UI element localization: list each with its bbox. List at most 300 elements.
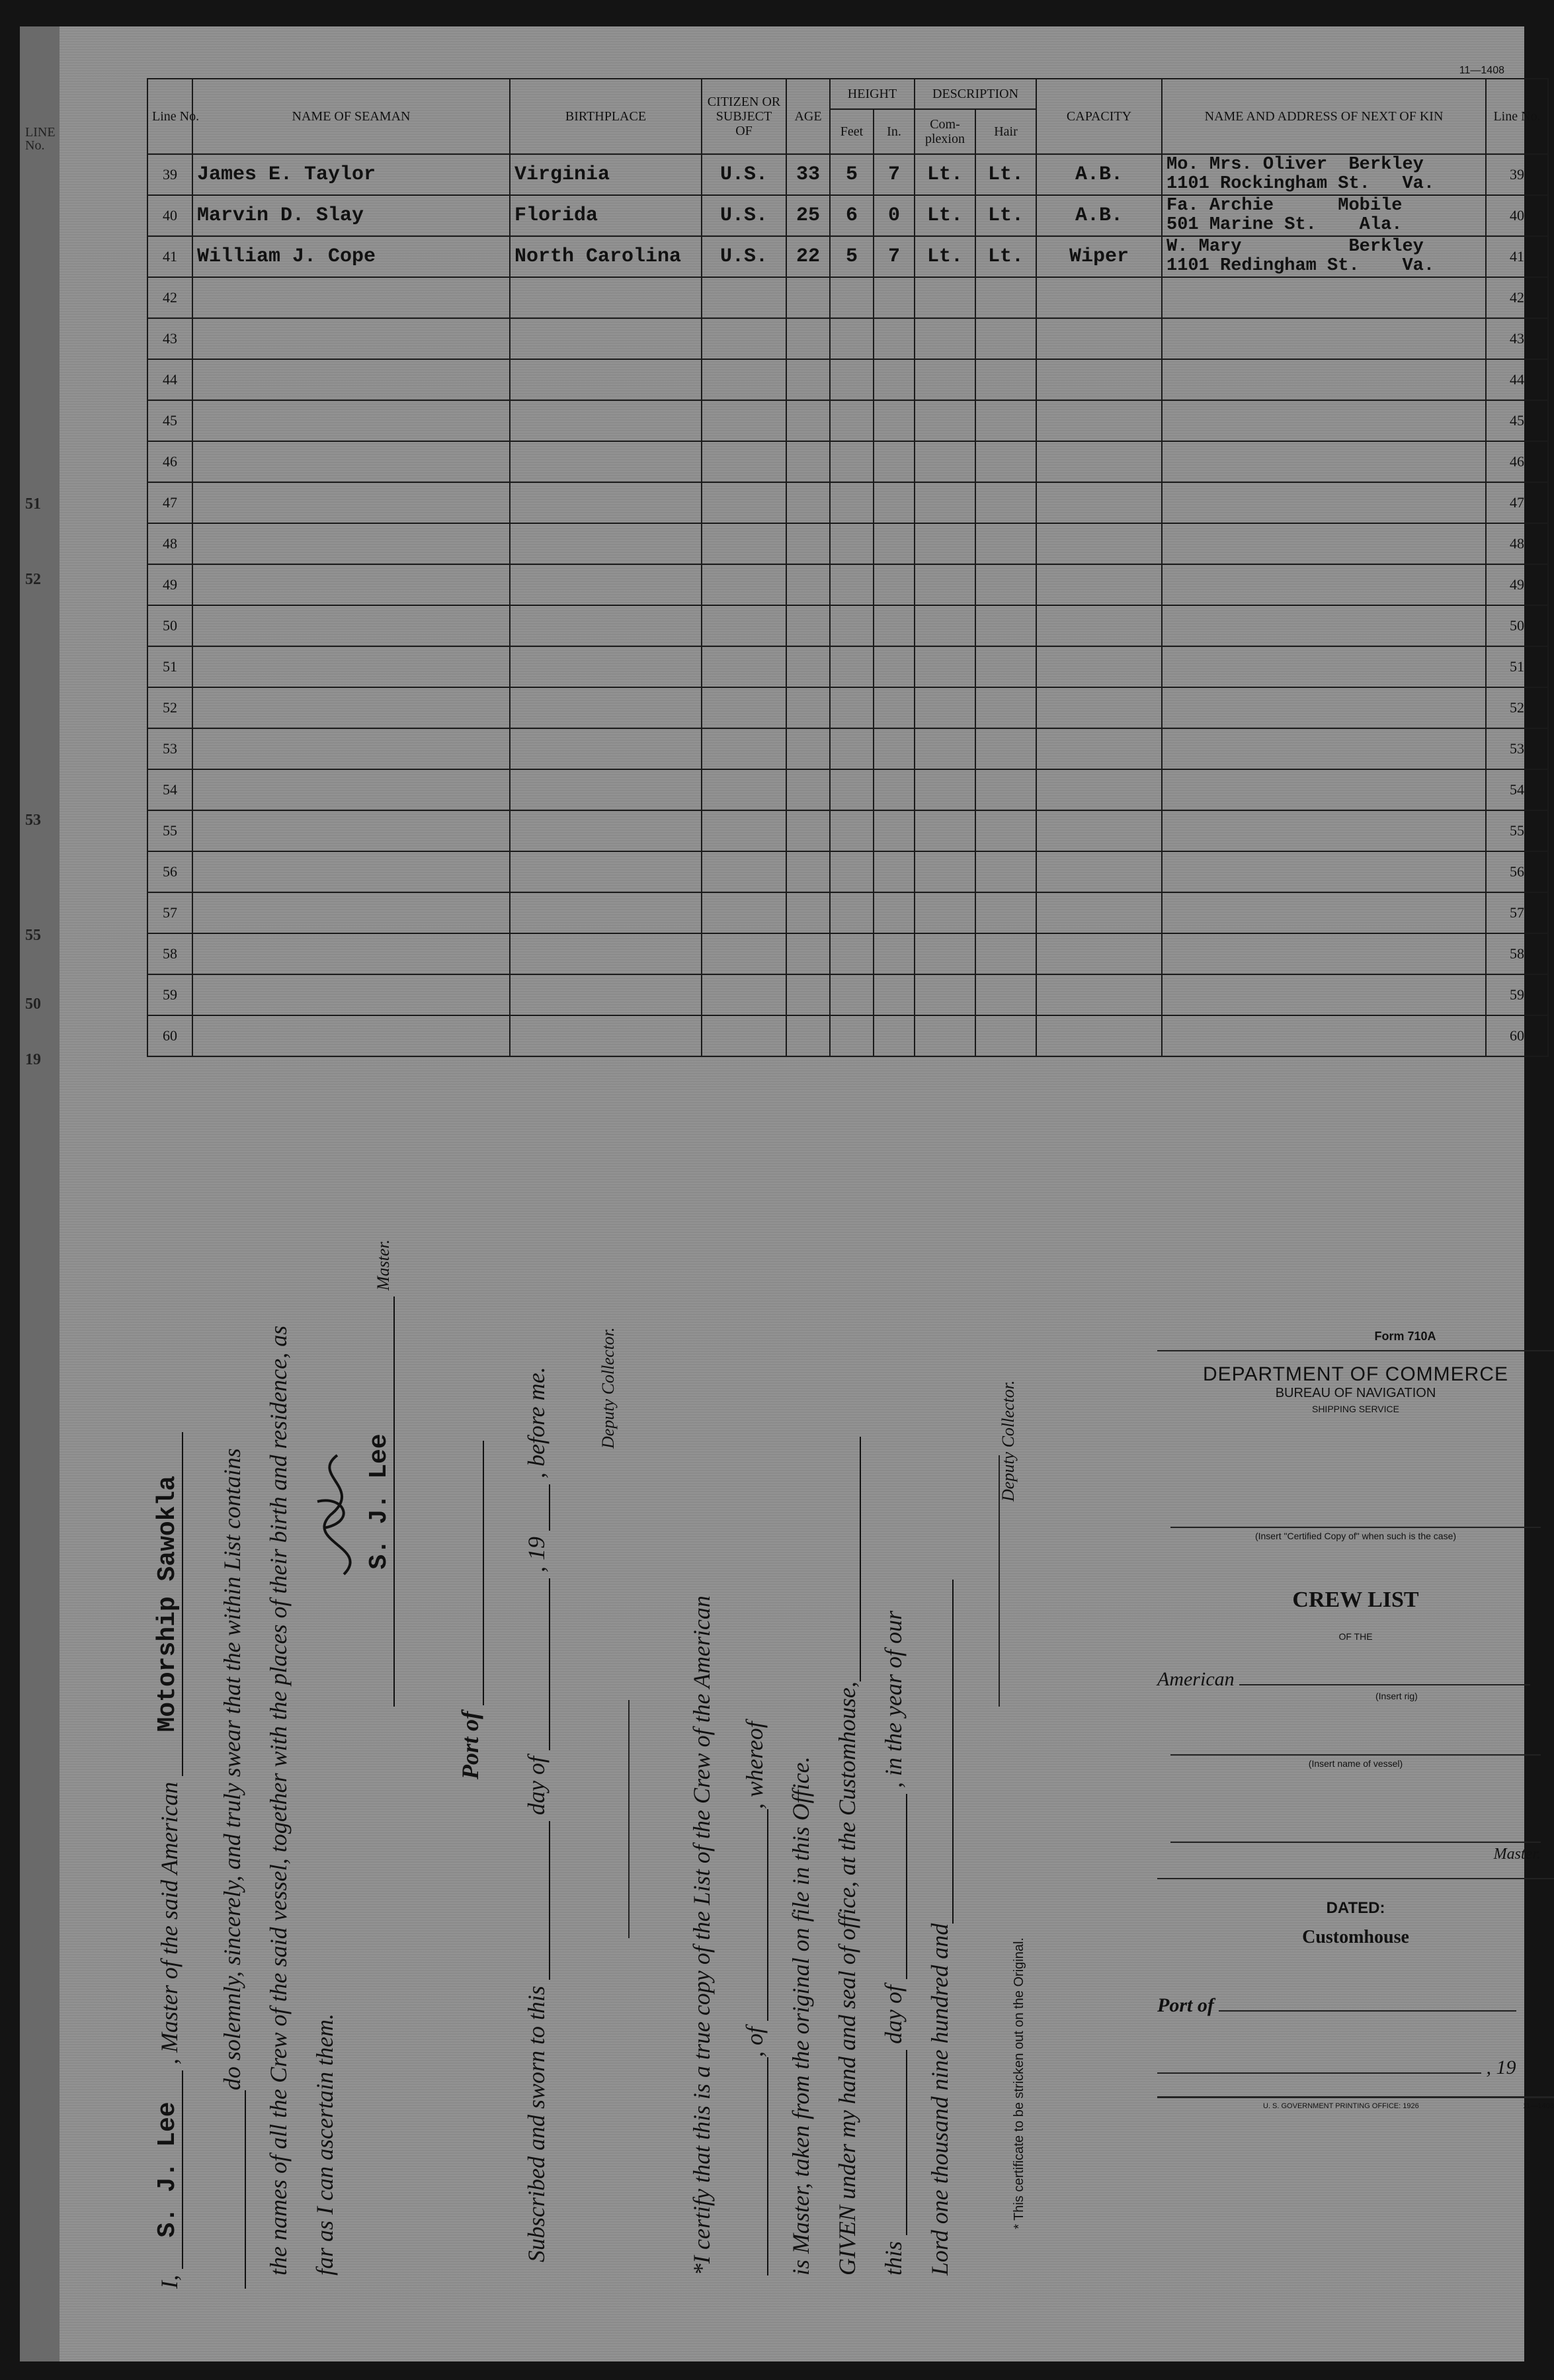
seaman-name	[192, 728, 510, 769]
next-of-kin	[1162, 523, 1486, 564]
cover-title: CREW LIST	[1292, 1588, 1419, 1612]
citizenship	[702, 933, 786, 974]
margin-mark: 19	[25, 1051, 41, 1068]
height-inches	[874, 646, 915, 687]
oath-line-4: far as I can ascertain them.	[311, 2014, 338, 2275]
seaman-name	[192, 441, 510, 482]
seaman-name: Marvin D. Slay	[192, 195, 510, 236]
cover-vessel-line	[1170, 1754, 1541, 1756]
capacity	[1036, 318, 1162, 359]
capacity	[1036, 359, 1162, 400]
height-inches	[874, 1015, 915, 1056]
complexion	[915, 728, 975, 769]
age	[786, 851, 830, 892]
next-of-kin	[1162, 851, 1486, 892]
table-row	[147, 441, 1548, 482]
birthplace	[510, 605, 702, 646]
hair: Lt.	[975, 154, 1036, 195]
citizenship	[702, 810, 786, 851]
age	[786, 564, 830, 605]
line-number: 42	[147, 277, 192, 318]
table-row	[147, 400, 1548, 441]
certificate-deputy: Deputy Collector.	[999, 1380, 1018, 1502]
line-number-right: 45	[1486, 400, 1548, 441]
birthplace	[510, 564, 702, 605]
margin-mark: 52	[25, 571, 41, 588]
hair	[975, 851, 1036, 892]
height-inches	[874, 400, 915, 441]
birthplace	[510, 523, 702, 564]
line-number-right: 60	[1486, 1015, 1548, 1056]
line-number: 52	[147, 687, 192, 728]
seaman-name	[192, 605, 510, 646]
birthplace	[510, 482, 702, 523]
citizenship	[702, 769, 786, 810]
cover-bureau: BUREAU OF NAVIGATION	[1275, 1386, 1436, 1400]
seaman-name	[192, 769, 510, 810]
line-number: 51	[147, 646, 192, 687]
age	[786, 892, 830, 933]
line-number-right: 40	[1486, 195, 1548, 236]
age: 25	[786, 195, 830, 236]
age	[786, 974, 830, 1015]
seaman-name	[192, 687, 510, 728]
birthplace	[510, 687, 702, 728]
table-row	[147, 318, 1548, 359]
line-number: 47	[147, 482, 192, 523]
cover-printing-office: U. S. GOVERNMENT PRINTING OFFICE: 1926	[1263, 2102, 1419, 2110]
hair: Lt.	[975, 236, 1036, 277]
col-description: DESCRIPTION	[915, 79, 1036, 109]
col-next-of-kin: NAME AND ADDRESS OF NEXT OF KIN	[1162, 79, 1486, 154]
complexion	[915, 687, 975, 728]
col-inches: In.	[874, 109, 915, 154]
height-feet: 5	[830, 154, 874, 195]
capacity	[1036, 277, 1162, 318]
capacity	[1036, 851, 1162, 892]
next-of-kin	[1162, 564, 1486, 605]
birthplace	[510, 769, 702, 810]
oath-line-2: do solemnly, sincerely, and truly swear that the within List contains	[218, 1448, 246, 2289]
next-of-kin	[1162, 359, 1486, 400]
height-feet	[830, 646, 874, 687]
age	[786, 810, 830, 851]
complexion	[915, 933, 975, 974]
hair	[975, 482, 1036, 523]
next-of-kin	[1162, 195, 1486, 236]
height-inches	[874, 482, 915, 523]
age: 33	[786, 154, 830, 195]
next-of-kin	[1162, 318, 1486, 359]
cover-master-line	[1170, 1842, 1541, 1843]
next-of-kin	[1162, 810, 1486, 851]
cover-dated: DATED:	[1326, 1899, 1385, 1917]
seaman-name	[192, 359, 510, 400]
certificate-line-6: Lord one thousand nine hundred and	[926, 1580, 954, 2275]
line-number-right: 43	[1486, 318, 1548, 359]
hair	[975, 400, 1036, 441]
birthplace: North Carolina	[510, 236, 702, 277]
citizenship	[702, 318, 786, 359]
cover-american: American	[1157, 1668, 1235, 1690]
height-feet	[830, 482, 874, 523]
table-row	[147, 277, 1548, 318]
height-feet	[830, 441, 874, 482]
table-row	[147, 728, 1548, 769]
seaman-name	[192, 933, 510, 974]
complexion	[915, 892, 975, 933]
height-feet	[830, 728, 874, 769]
master-name: S. J. Lee	[153, 2102, 182, 2238]
hair	[975, 277, 1036, 318]
citizenship	[702, 400, 786, 441]
complexion	[915, 646, 975, 687]
complexion	[915, 564, 975, 605]
table-row	[147, 564, 1548, 605]
age	[786, 523, 830, 564]
line-number-right: 51	[1486, 646, 1548, 687]
line-number: 43	[147, 318, 192, 359]
sworn-signature-line	[628, 1700, 630, 1938]
seaman-name	[192, 564, 510, 605]
kin-line-2: 1101 Rockingham St. Va.	[1166, 174, 1435, 194]
crew-table	[147, 78, 1549, 1057]
line-number-right: 42	[1486, 277, 1548, 318]
citizenship	[702, 851, 786, 892]
seaman-name	[192, 810, 510, 851]
height-feet	[830, 523, 874, 564]
citizenship: U.S.	[702, 195, 786, 236]
kin-line-2: 1101 Redingham St. Va.	[1166, 256, 1435, 276]
age	[786, 605, 830, 646]
next-of-kin	[1162, 892, 1486, 933]
document-sheet	[20, 26, 1554, 2361]
height-feet: 6	[830, 195, 874, 236]
certificate-line-2: , of , whereof	[741, 1721, 768, 2275]
capacity	[1036, 605, 1162, 646]
seaman-name	[192, 277, 510, 318]
age	[786, 933, 830, 974]
seaman-name	[192, 892, 510, 933]
table-row	[147, 195, 1548, 236]
height-inches	[874, 523, 915, 564]
margin-mark: 55	[25, 927, 41, 944]
height-feet	[830, 318, 874, 359]
line-number-right: 54	[1486, 769, 1548, 810]
table-row	[147, 359, 1548, 400]
height-inches	[874, 851, 915, 892]
complexion	[915, 359, 975, 400]
next-of-kin	[1162, 1015, 1486, 1056]
next-of-kin	[1162, 154, 1486, 195]
col-feet: Feet	[830, 109, 874, 154]
cover-date-line	[1157, 2057, 1554, 2079]
cover-insert-rig: (Insert rig)	[1375, 1691, 1418, 1701]
citizenship	[702, 564, 786, 605]
kin-line-1: Mo. Mrs. Oliver Berkley	[1166, 155, 1424, 175]
citizenship	[702, 605, 786, 646]
line-number: 53	[147, 728, 192, 769]
margin-mark: 50	[25, 996, 41, 1013]
citizenship	[702, 277, 786, 318]
cover-port-line	[1157, 1994, 1554, 2017]
citizenship	[702, 482, 786, 523]
complexion	[915, 441, 975, 482]
line-number: 60	[147, 1015, 192, 1056]
cover-form-number: Form 710A	[1374, 1330, 1436, 1343]
table-row	[147, 523, 1548, 564]
citizenship: U.S.	[702, 154, 786, 195]
height-inches	[874, 933, 915, 974]
cover-american-line	[1157, 1668, 1554, 1691]
line-number-right: 52	[1486, 687, 1548, 728]
height-feet	[830, 564, 874, 605]
capacity	[1036, 646, 1162, 687]
cover-insert-copy: (Insert "Certified Copy of" when such is the case)	[1254, 1531, 1457, 1541]
next-of-kin	[1162, 687, 1486, 728]
hair	[975, 1015, 1036, 1056]
hair	[975, 687, 1036, 728]
cover-bottom-rule	[1157, 2096, 1554, 2098]
height-feet: 5	[830, 236, 874, 277]
age	[786, 728, 830, 769]
birthplace	[510, 851, 702, 892]
height-feet	[830, 810, 874, 851]
capacity	[1036, 441, 1162, 482]
height-feet	[830, 359, 874, 400]
certificate-footnote: * This certificate to be stricken out on the Original.	[1012, 1937, 1026, 2229]
birthplace	[510, 810, 702, 851]
seaman-name	[192, 482, 510, 523]
age	[786, 646, 830, 687]
complexion: Lt.	[915, 236, 975, 277]
hair	[975, 974, 1036, 1015]
citizenship	[702, 523, 786, 564]
form-number-bottom: 11—1408	[1523, 2102, 1554, 2110]
birthplace	[510, 933, 702, 974]
crew-body	[147, 154, 1548, 1056]
line-number: 54	[147, 769, 192, 810]
hair	[975, 441, 1036, 482]
line-number-right: 48	[1486, 523, 1548, 564]
next-of-kin	[1162, 974, 1486, 1015]
certificate-line-5: this day of , in the year of our	[880, 1611, 907, 2275]
col-age: AGE	[786, 79, 830, 154]
height-inches	[874, 687, 915, 728]
cover-port-of: Port of	[1157, 1994, 1214, 2016]
height-feet	[830, 769, 874, 810]
cover-insert-line	[1170, 1527, 1541, 1528]
age	[786, 1015, 830, 1056]
col-hair: Hair	[975, 109, 1036, 154]
age	[786, 359, 830, 400]
line-number: 55	[147, 810, 192, 851]
height-inches: 0	[874, 195, 915, 236]
table-row	[147, 154, 1548, 195]
certificate-line-1: *I certify that this is a true copy of the List of the Crew of the American	[688, 1595, 715, 2275]
capacity	[1036, 523, 1162, 564]
height-feet	[830, 851, 874, 892]
col-line-no-right: Line No.	[1486, 79, 1548, 154]
height-inches	[874, 769, 915, 810]
complexion: Lt.	[915, 195, 975, 236]
hair	[975, 769, 1036, 810]
height-feet	[830, 277, 874, 318]
line-number: 40	[147, 195, 192, 236]
line-number: 49	[147, 564, 192, 605]
cover-customhouse: Customhouse	[1302, 1927, 1409, 1947]
table-row	[147, 933, 1548, 974]
line-number: 58	[147, 933, 192, 974]
height-inches	[874, 318, 915, 359]
cover-panel	[1157, 1330, 1554, 2110]
birthplace	[510, 974, 702, 1015]
complexion	[915, 1015, 975, 1056]
line-number-right: 59	[1486, 974, 1548, 1015]
cover-year: , 19	[1486, 2057, 1516, 2078]
line-number: 56	[147, 851, 192, 892]
citizenship	[702, 728, 786, 769]
citizenship	[702, 974, 786, 1015]
complexion	[915, 400, 975, 441]
capacity	[1036, 400, 1162, 441]
height-feet	[830, 933, 874, 974]
kin-line-2: 501 Marine St. Ala.	[1166, 215, 1403, 235]
kin-line-1: W. Mary Berkley	[1166, 237, 1424, 257]
height-inches	[874, 892, 915, 933]
line-number-right: 41	[1486, 236, 1548, 277]
birthplace	[510, 400, 702, 441]
col-citizen: CITIZEN OR SUBJECT OF	[702, 79, 786, 154]
line-number: 45	[147, 400, 192, 441]
master-signature: S. J. Lee	[365, 1433, 393, 1570]
table-row	[147, 974, 1548, 1015]
table-row	[147, 1015, 1548, 1056]
capacity: A.B.	[1036, 154, 1162, 195]
cover-service: SHIPPING SERVICE	[1311, 1404, 1399, 1414]
citizenship: U.S.	[702, 236, 786, 277]
certificate-line-4: GIVEN under my hand and seal of office, at the Customhouse,	[833, 1437, 861, 2275]
age	[786, 687, 830, 728]
line-number-right: 47	[1486, 482, 1548, 523]
next-of-kin	[1162, 277, 1486, 318]
height-inches: 7	[874, 154, 915, 195]
height-inches	[874, 441, 915, 482]
col-name: NAME OF SEAMAN	[192, 79, 510, 154]
age	[786, 482, 830, 523]
line-number-right: 46	[1486, 441, 1548, 482]
height-inches	[874, 564, 915, 605]
margin-mark: No.	[25, 138, 45, 153]
age	[786, 277, 830, 318]
oath-line-3: the names of all the Crew of the said vessel, together with the places of their birth and residence, as	[265, 1325, 292, 2275]
line-number: 59	[147, 974, 192, 1015]
complexion: Lt.	[915, 154, 975, 195]
table-row	[147, 646, 1548, 687]
hair	[975, 523, 1036, 564]
complexion	[915, 851, 975, 892]
line-number-right: 44	[1486, 359, 1548, 400]
birthplace	[510, 728, 702, 769]
col-complexion: Com- plexion	[915, 109, 975, 154]
line-number: 39	[147, 154, 192, 195]
cover-master: Master.	[1493, 1846, 1541, 1863]
signature-line	[364, 1240, 395, 1707]
height-inches	[874, 277, 915, 318]
line-number-right: 50	[1486, 605, 1548, 646]
citizenship	[702, 359, 786, 400]
col-height: HEIGHT	[830, 79, 915, 109]
line-number: 44	[147, 359, 192, 400]
next-of-kin	[1162, 728, 1486, 769]
citizenship	[702, 687, 786, 728]
height-feet	[830, 400, 874, 441]
line-number-right: 57	[1486, 892, 1548, 933]
height-inches	[874, 605, 915, 646]
table-row	[147, 810, 1548, 851]
complexion	[915, 482, 975, 523]
table-row	[147, 605, 1548, 646]
hair	[975, 933, 1036, 974]
seaman-name	[192, 851, 510, 892]
line-number-right: 55	[1486, 810, 1548, 851]
seaman-name	[192, 974, 510, 1015]
height-inches	[874, 810, 915, 851]
birthplace: Virginia	[510, 154, 702, 195]
line-number-right: 49	[1486, 564, 1548, 605]
cover-rule	[1157, 1350, 1554, 1351]
capacity	[1036, 892, 1162, 933]
citizenship	[702, 441, 786, 482]
citizenship	[702, 646, 786, 687]
margin-mark: 51	[25, 495, 41, 513]
hair	[975, 810, 1036, 851]
col-capacity: CAPACITY	[1036, 79, 1162, 154]
next-of-kin	[1162, 482, 1486, 523]
hair: Lt.	[975, 195, 1036, 236]
cover-of-the: OF THE	[1338, 1631, 1373, 1642]
seaman-name	[192, 318, 510, 359]
cover-rule-2	[1157, 1878, 1554, 1879]
height-feet	[830, 605, 874, 646]
next-of-kin	[1162, 933, 1486, 974]
age	[786, 318, 830, 359]
birthplace	[510, 441, 702, 482]
capacity: Wiper	[1036, 236, 1162, 277]
table-row	[147, 769, 1548, 810]
line-number: 46	[147, 441, 192, 482]
hair	[975, 605, 1036, 646]
col-birthplace: BIRTHPLACE	[510, 79, 702, 154]
capacity	[1036, 482, 1162, 523]
next-of-kin	[1162, 769, 1486, 810]
height-feet	[830, 687, 874, 728]
seaman-name	[192, 523, 510, 564]
line-number-right: 58	[1486, 933, 1548, 974]
hair	[975, 359, 1036, 400]
sworn-line: Subscribed and sworn to this day of , 19 , before me.	[523, 1367, 550, 2262]
line-number: 57	[147, 892, 192, 933]
next-of-kin	[1162, 646, 1486, 687]
citizenship	[702, 1015, 786, 1056]
table-row	[147, 236, 1548, 277]
height-feet	[830, 1015, 874, 1056]
cover-footer	[1157, 2102, 1554, 2110]
certificate-line-3: is Master, taken from the original on file in this Office.	[788, 1756, 814, 2275]
birthplace	[510, 892, 702, 933]
next-of-kin	[1162, 400, 1486, 441]
table-row	[147, 687, 1548, 728]
